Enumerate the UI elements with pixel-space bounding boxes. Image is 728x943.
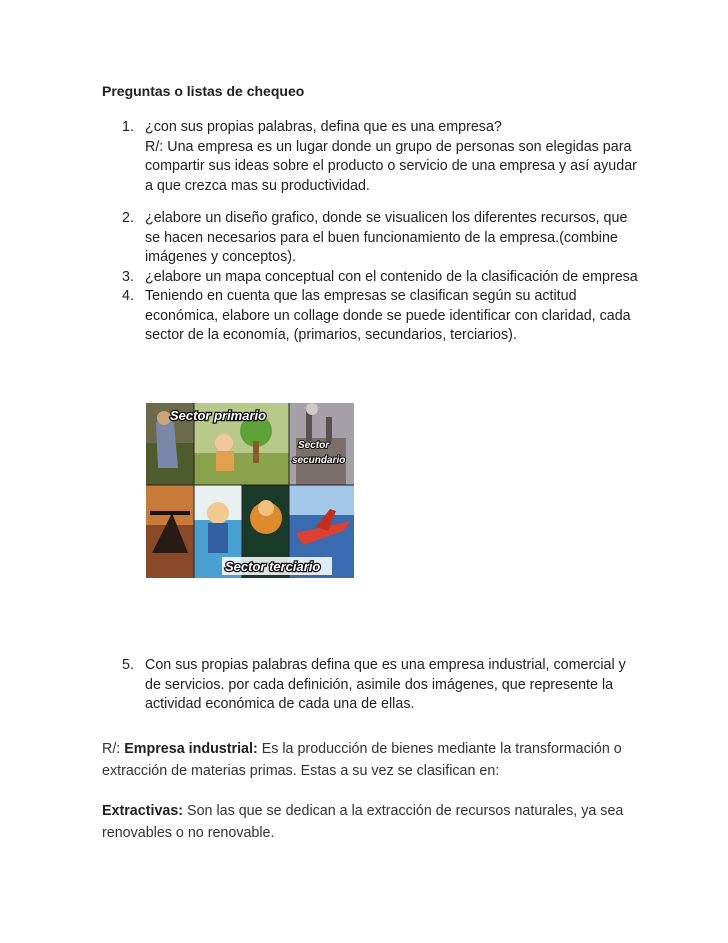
question-text: ¿elabore un diseño grafico, donde se visualicen los diferentes recursos, que se hacen necesarios para el buen funcionamiento de la empresa.(combine imágenes y conceptos). (145, 210, 628, 265)
economic-sectors-collage (146, 403, 354, 578)
question-text: Con sus propias palabras defina que es una empresa industrial, comercial y de servicios. por cada definición, asimile dos imágenes, que represente la actividad económica de cada una de ellas. (145, 657, 626, 712)
question-number: 2. (122, 210, 134, 226)
section-heading: Preguntas o listas de chequeo (102, 83, 305, 99)
definition-text: Son las que se dedican a la extracción de recursos naturales, ya sea renovables o no renovable. (102, 803, 624, 841)
term-empresa-industrial: Empresa industrial: (124, 741, 258, 757)
question-5 (102, 656, 642, 715)
definition-extractivas (102, 800, 642, 844)
question-list (102, 118, 642, 346)
collage-image (146, 403, 354, 578)
question-text: ¿elabore un mapa conceptual con el contenido de la clasificación de empresa (145, 268, 638, 285)
question-text: Teniendo en cuenta que las empresas se clasifican según su actitud económica, elabore un collage donde se puede identificar con claridad, cada sector de la economía, (primarios, secundarios, terciarios). (145, 288, 631, 343)
definition-text: Es la producción de bienes mediante la transformación o extracción de materias primas. Estas a su vez se clasifican en: (102, 741, 622, 779)
question-text: ¿con sus propias palabras, defina que es una empresa? (145, 119, 502, 135)
answer-prefix: R/: (102, 741, 121, 757)
question-number: 5. (122, 657, 134, 673)
question-3 (102, 268, 642, 288)
question-1 (102, 118, 642, 196)
label-sector-secundario-line2: secundario (292, 455, 346, 466)
label-sector-terciario: Sector terciario (225, 559, 321, 574)
label-sector-secundario-line1: Sector (298, 440, 330, 451)
question-list-continued (102, 656, 642, 715)
question-number: 3. (122, 268, 134, 285)
question-number: 4. (122, 288, 134, 304)
answer-text: R/: Una empresa es un lugar donde un grupo de personas son elegidas para compartir sus ideas sobre el producto o servicio de una empresa y así ayudar a que crezca mas su productividad. (145, 138, 637, 194)
term-extractivas: Extractivas: (102, 803, 184, 819)
question-number: 1. (122, 119, 134, 135)
spacer (102, 196, 642, 209)
question-2 (102, 209, 642, 268)
question-4 (102, 287, 642, 346)
answer-empresa-industrial (102, 738, 642, 782)
label-sector-primario: Sector primario (170, 408, 267, 423)
